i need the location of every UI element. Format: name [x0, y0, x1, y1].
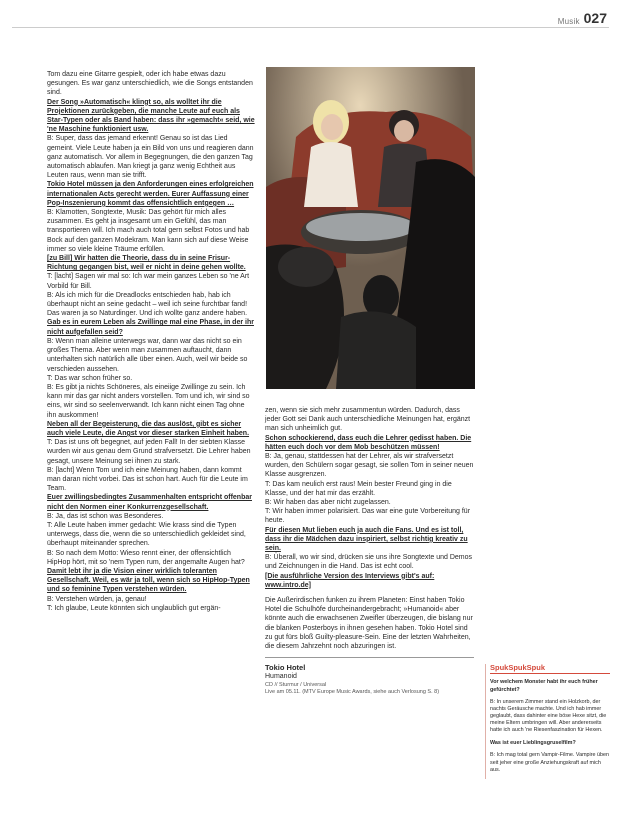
interview-question: Euer zwillingsbedingtes Zusammenhalten entspricht offenbar nicht den Normen einer Konkurrenzgesellschaft.	[47, 494, 252, 511]
interview-answer: B: Ja, genau, stattdessen hat der Lehrer, als wir strafversetzt wurden, den Schülern sogar gesagt, sie sollen Tom in seiner neuen Klasse ausgrenzen.	[265, 453, 474, 479]
interview-answer: B: Ich mag total gern Vampir-Filme. Vampire üben seit jeher eine große Anziehungskraft auf mich aus.	[490, 752, 610, 773]
interview-column-right	[265, 406, 474, 696]
section-label: Musik	[557, 17, 580, 26]
interview-answer: B: Als ich mich für die Dreadlocks entschieden hab, hab ich überhaupt nicht an seine gedacht – weil ich seine furchtbar fand! Das waren ja so Naturdinger. Und ich wollte ganz andere haben.	[47, 291, 248, 318]
interview-answer: zen, wenn sie sich mehr zusammentun würden. Dadurch, dass jeder Gott sei Dank auch unterschiedliche Meinungen hat, ergänzt man sich unheimlich gut.	[265, 407, 471, 433]
interview-column-right-body	[265, 406, 474, 590]
interview-answer: B: Es gibt ja nichts Schöneres, als eineiige Zwillinge zu sein. Ich kann mir das gar nicht anders vorstellen. Tom und ich, wir sind so eins, wir sind so seelenverwandt. Ich kann nicht einen Tag ohne ihn auskommen!	[47, 383, 250, 419]
sidebar-title: SpukSpukSpuk	[490, 664, 610, 674]
interview-answer: T: Alle Leute haben immer gedacht: Wie krass sind die Typen unterwegs, dass die, wenn die so unterschiedlich gekleidet sind, überhaupt miteinander sprechen.	[47, 521, 246, 548]
interview-answer: B: Überall, wo wir sind, drücken sie uns ihre Songtexte und Demos und Zeichnungen in die Hand. Das ist echt cool.	[265, 554, 472, 571]
interview-question: Was ist euer Lieblingsgruselfilm?	[490, 739, 576, 746]
product-divider	[265, 657, 474, 658]
product-live-date: Live am 05.11. (MTV Europe Music Awards, siehe auch Verlosung S. 8)	[265, 688, 440, 695]
interview-question: Damit lebt ihr ja die Vision einer wirklich toleranten Gesellschaft. Weil, es wär ja toll, wenn sich so HipHop-Typen und so feminine Typen verstehen würden.	[47, 567, 250, 594]
interview-question: Der Song »Automatisch« klingt so, als wolltet ihr die Projektionen zurückgeben, die manche Leute auf euch als Star-Typen oder als Band haben: dass ihr »gemacht« seid, wie 'ne Maschine funktioniert usw.	[47, 98, 255, 134]
interview-question: [zu Bill] Wir hatten die Theorie, dass du in seine Frisur-Richtung gegangen bist, weil er nicht in deine gehen wollte.	[47, 255, 246, 272]
interview-answer: B: [lacht] Wenn Tom und ich eine Meinung haben, dann kommt man daran nicht vorbei. Das ist schon hart. Auch für die Leute im Team.	[47, 466, 248, 493]
interview-answer: B: In unserem Zimmer stand ein Holzkorb, der nachts Geräusche machte. Und ich hab immer geglaubt, dass dahinter eine böse Hexe sitzt, die meine Eltern umbringen will. Aber andererseits hatte ich auch 'ne Riesenfaszination für Hexen.	[490, 699, 607, 734]
interview-answer: B: Wir haben das aber nicht zugelassen.	[265, 499, 391, 507]
interview-question: Tokio Hotel müssen ja den Anforderungen eines erfolgreichen internationalen Acts gerecht werden. Eurer Auffassung einer Pop-Inszenierung kommt das offensichtlich entgegen …	[47, 181, 254, 207]
interview-question: [Die ausführliche Version des Interviews gibt's auf: www.intro.de]	[265, 572, 435, 589]
interview-answer: B: Verstehen würden, ja, genau!	[47, 595, 147, 603]
interview-question: Neben all der Begeisterung, die das auslöst, gibt es sicher auch viele Leute, die Angst vor dieser starken Einheit haben.	[47, 420, 250, 437]
interview-question: Vor welchem Monster habt ihr euch früher gefürchtet?	[490, 679, 598, 693]
interview-answer: T: Das kam neulich erst raus! Mein bester Freund ging in die Klasse, und der hat mir das erzählt.	[265, 480, 452, 497]
interview-answer: B: Ja, das ist schon was Besonderes.	[47, 512, 164, 520]
interview-question: Gab es in eurem Leben als Zwillinge mal eine Phase, in der ihr nicht aufgefallen seid?	[47, 319, 254, 336]
sidebar-box	[485, 664, 610, 779]
interview-answer: T: Ich glaube, Leute könnten sich unglaublich gut ergän-	[47, 604, 221, 612]
interview-answer: T: [lacht] Sagen wir mal so: Ich war mein ganzes Leben so 'ne Art Vorbild für Bill.	[47, 273, 250, 290]
interview-column-left	[47, 70, 255, 613]
interview-question: Für diesen Mut lieben euch ja auch die Fans. Und es ist toll, dass ihr die Mädchen dazu inspiriert, selbst richtig kreativ zu sein.	[265, 526, 468, 553]
interview-answer: T: Das war schon früher so.	[47, 374, 133, 382]
interview-question: Schon schockierend, dass euch die Lehrer gedisst haben. Die hätten euch doch vor dem Mob beschützen müssen!	[265, 434, 472, 451]
header-rule	[12, 27, 609, 28]
interview-answer: B: So nach dem Motto: Wieso rennt einer, der offensichtlich HipHop hört, mit so 'nem Typen rum, der angemalte Augen hat?	[47, 549, 245, 566]
interview-answer: T: Wir haben immer polarisiert. Das war eine gute Vorbereitung für heute.	[265, 508, 471, 525]
interview-answer: B: Klamotten, Songtexte, Musik: Das gehört für mich alles zusammen. Es geht ja insgesamt um ein Gefühl, das man transportieren will. Ich mach auch total gern selbst Fotos und hab Bock auf den ganzen Modekram. Man kann sich auf diese Weise immer so viele kleine Träume erfüllen.	[47, 209, 250, 253]
interview-answer: B: Wenn man alleine unterwegs war, dann war das nicht so ein großes Thema. Aber wenn man zusammen auftaucht, dann unterhalten sich natürlich alle über einen. Auch, weil wir beide so verschieden aussehen.	[47, 337, 248, 373]
interview-answer: B: Super, dass das jemand erkennt! Genau so ist das Lied gemeint. Viele Leute haben ja ein Bild von uns und reagieren dann ganz automatisch. Vor allem in Begegnungen, die den ganzen Tag automatisch ablaufen. Man kriegt ja ganz wenig Echtheit aus Leuten raus, wenn man sie trifft.	[47, 135, 254, 180]
band-photo	[266, 67, 475, 389]
sidebar-body	[490, 679, 610, 773]
interview-answer: Tom dazu eine Gitarre gespielt, oder ich habe etwas dazu gesungen. Es war ganz unterschiedlich, wie die Songs entstanden sind.	[47, 71, 253, 97]
product-label: CD // Sturmur / Universal	[265, 681, 327, 688]
page-header	[558, 10, 607, 26]
interview-answer: T: Das ist uns oft begegnet, auf jeden Fall! In der siebten Klasse wurden wir aus genau dem Grund strafversetzt. Die Lehrer haben gesagt, unsere Meinung sei ihnen zu stark.	[47, 439, 251, 465]
product-album: Humanoid	[265, 673, 297, 681]
closing-paragraph: Die Außerirdischen funken zu ihrem Planeten: Einst haben Tokio Hotel die Schulhöfe durcheinandergebracht; »Humanoid« aber könnte auch die erwachsenen Zweifler überzeugen, die bislang nur die blanken Posterboys in ihnen gesehen haben. Tokio Hotel sind zu gut fürs bloß Guilty-pleasure-Sein. Eine der letzten Wahrheiten, die diesem Jahrzehnt noch abzuringen ist.	[265, 597, 473, 651]
band-photo-illustration	[266, 67, 475, 389]
page-number: 027	[583, 10, 607, 26]
product-title: Tokio Hotel	[265, 663, 306, 673]
